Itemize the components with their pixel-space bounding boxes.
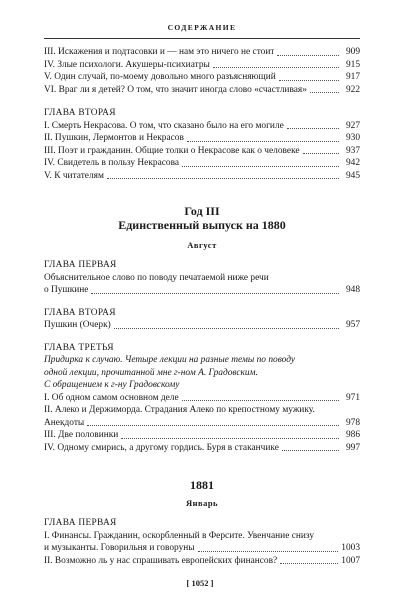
chapter-epigraph-line: С обращением к г-ну Градовскому <box>44 380 180 390</box>
toc-entry: Пушкин (Очерк) 957 <box>44 320 360 330</box>
toc-entry-line: Объяснительное слово по поводу печатаемой ниже речи <box>44 272 269 283</box>
toc-entry: IV. Злые психологи. Акушеры-психиатры 915 <box>44 59 360 70</box>
chapter-title: ГЛАВА ПЕРВАЯ <box>44 260 117 270</box>
year-title: 1881 <box>190 478 214 492</box>
year-subtitle: Единственный выпуск на 1880 <box>118 218 286 232</box>
year-title: Год III <box>184 204 220 218</box>
toc-entry: II. Пушкин, Лермонтов и Некрасов 930 <box>44 133 360 143</box>
toc-entry: I. Об одном самом основном деле 971 <box>44 392 360 403</box>
chapter-title: ГЛАВА ПЕРВАЯ <box>44 518 117 528</box>
header-rule <box>44 38 360 39</box>
toc-entry: III. Две половинки 986 <box>44 430 360 440</box>
month-title: Август <box>187 240 217 250</box>
toc-entry: III. Поэт и гражданин. Общие толки о Некрасове как о человеке 937 <box>44 145 360 156</box>
toc-section-top <box>44 46 360 96</box>
chapter-title: ГЛАВА ВТОРАЯ <box>44 108 116 118</box>
month-title: Январь <box>185 498 219 508</box>
toc-entry-line: I. Финансы. Гражданин, оскорбленный в Ферсите. Увенчание снизу <box>44 530 315 541</box>
toc-entry: и музыканты. Говорильня и говоруны 1003 <box>44 543 360 553</box>
chapter-epigraph-line: Придирка к случаю. Четыре лекции на разные темы по поводу <box>44 355 295 365</box>
running-header: СОДЕРЖАНИЕ <box>167 23 237 32</box>
chapter-epigraph-line: одной лекции, прочитанной мне г-ном А. Градовским. <box>44 367 258 378</box>
toc-entry-line: II. Алеко и Держиморда. Страдания Алеко по крепостному мужику. <box>44 405 315 415</box>
toc-entry: V. К читателям 945 <box>44 170 360 181</box>
toc-entry: V. Один случай, по-моему довольно много разъясняющий 917 <box>44 72 360 82</box>
toc-entry: II. Возможно ль у нас спрашивать европейских финансов? 1007 <box>44 555 360 566</box>
page-number: [ 1052 ] <box>186 578 214 588</box>
chapter-title: ГЛАВА ТРЕТЬЯ <box>44 342 114 353</box>
chapter-title: ГЛАВА ВТОРАЯ <box>44 307 116 318</box>
toc-entry: о Пушкине 948 <box>44 285 360 295</box>
toc-section-ch2 <box>44 120 360 183</box>
toc-page <box>44 0 360 567</box>
toc-entry: IV. Свидетель в пользу Некрасова 942 <box>44 158 360 168</box>
toc-entry: I. Смерть Некрасова. О том, что сказано было на его могиле 927 <box>44 120 360 131</box>
toc-entry: III. Искажения и подтасовки и — нам это ничего не стоит 909 <box>44 47 360 57</box>
toc-entry: IV. Одному смирись, а другому гордись. Буря в стаканчике 997 <box>44 442 360 453</box>
toc-entry: VI. Враг ли я детей? О том, что значит иногда слово «счастливая» 922 <box>44 84 360 95</box>
toc-entry: Анекдоты 978 <box>44 417 360 428</box>
